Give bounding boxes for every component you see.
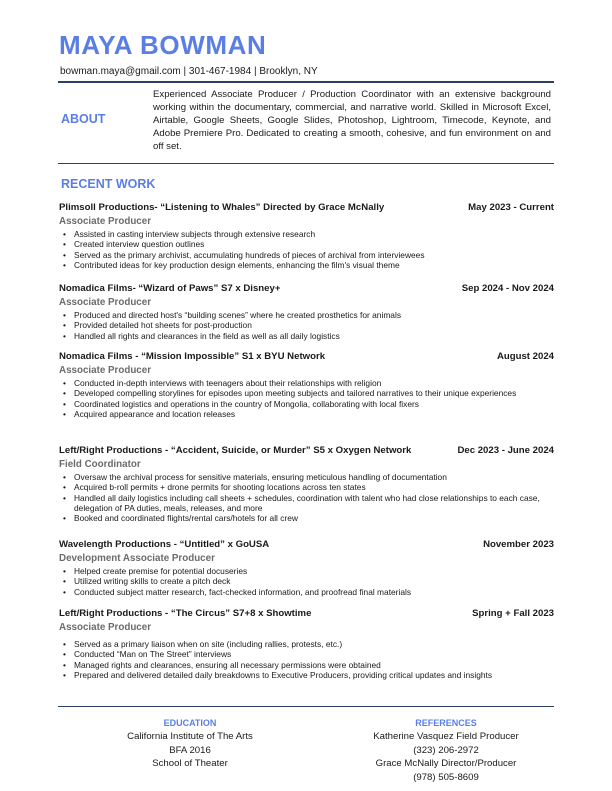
reference-line: (978) 505-8609 <box>413 771 479 783</box>
job-bullet: • Prepared and delivered detailed daily breakdowns to Executive Producers, providing critical updates and insights <box>59 670 554 680</box>
job-bullets <box>59 639 554 680</box>
job-bullet: • Acquired appearance and location releases <box>59 409 554 419</box>
job-bullet: • Provided detailed hot sheets for post-production <box>59 320 554 330</box>
job-entry <box>59 283 554 341</box>
job-title: Left/Right Productions - “The Circus” S7+8 x Showtime <box>59 608 312 619</box>
job-bullet: • Helped create premise for potential docuseries <box>59 566 554 576</box>
reference-line: Katherine Vasquez Field Producer <box>373 731 519 742</box>
footer-divider <box>58 706 554 707</box>
job-bullet: • Oversaw the archival process for sensitive materials, ensuring meticulous handling of documentation <box>59 472 554 482</box>
job-bullet: • Conducted “Man on The Street” interviews <box>59 649 554 659</box>
job-dates: May 2023 - Current <box>468 202 554 213</box>
education-heading: EDUCATION <box>163 718 217 728</box>
about-heading: ABOUT <box>61 112 106 126</box>
job-entry <box>59 608 554 680</box>
job-bullet: • Handled all daily logistics including call sheets + schedules, coordination with talent who had close relationships to each case, delegation of PA duties, meals, releases, and more <box>59 493 554 514</box>
job-title: Left/Right Productions - “Accident, Suicide, or Murder” S5 x Oxygen Network <box>59 445 412 456</box>
job-bullet: • Coordinated logistics and operations in the country of Mongolia, collaborating with local fixers <box>59 399 554 409</box>
job-bullet: • Managed rights and clearances, ensuring all necessary permissions were obtained <box>59 660 554 670</box>
education-line: School of Theater <box>152 758 228 770</box>
job-bullets <box>59 229 554 270</box>
references-section <box>346 717 546 784</box>
job-bullet: • Produced and directed host's “building scenes” where he created prosthetics for animals <box>59 310 554 320</box>
job-dates: Sep 2024 - Nov 2024 <box>461 283 554 294</box>
job-bullet: • Served as the primary archivist, accumulating hundreds of pieces of archival from interviewees <box>59 250 554 260</box>
job-role: Associate Producer <box>59 297 152 308</box>
job-bullets <box>59 472 554 523</box>
candidate-name: MAYA BOWMAN <box>59 30 267 60</box>
job-bullet: • Conducted subject matter research, fact-checked information, and proofread final materials <box>59 587 554 597</box>
education-section <box>90 717 290 771</box>
job-title: Plimsoll Productions- “Listening to Whales” Directed by Grace McNally <box>59 202 385 213</box>
job-bullet: • Conducted in-depth interviews with teenagers about their relationships with religion <box>59 378 554 388</box>
job-dates: Spring + Fall 2023 <box>472 608 554 619</box>
job-bullet: • Assisted in casting interview subjects through extensive research <box>59 229 554 239</box>
job-role: Development Associate Producer <box>59 553 215 564</box>
job-entry <box>59 351 554 419</box>
recent-work-heading: RECENT WORK <box>61 177 156 191</box>
reference-line: Grace McNally Director/Producer <box>375 758 517 770</box>
job-bullet: • Contributed ideas for key production design elements, enhancing the film's visual theme <box>59 260 554 270</box>
job-entry <box>59 445 554 523</box>
job-role: Associate Producer <box>59 216 152 227</box>
job-bullet: • Booked and coordinated flights/rental cars/hotels for all crew <box>59 513 554 523</box>
about-divider <box>58 163 554 164</box>
job-dates: November 2023 <box>483 539 554 550</box>
job-bullets <box>59 310 554 341</box>
job-bullet: • Created interview question outlines <box>59 239 554 249</box>
job-entry <box>59 202 554 270</box>
job-entry <box>59 539 554 597</box>
job-bullets <box>59 378 554 419</box>
job-bullet: • Served as a primary liaison when on site (including rallies, protests, etc.) <box>59 639 554 649</box>
header-divider <box>58 81 554 83</box>
education-line: BFA 2016 <box>169 744 211 756</box>
job-bullets <box>59 566 554 597</box>
job-dates: Dec 2023 - June 2024 <box>457 445 554 456</box>
job-bullet: • Utilized writing skills to create a pitch deck <box>59 576 554 586</box>
references-heading: REFERENCES <box>415 718 477 728</box>
job-bullet: • Acquired b-roll permits + drone permits for shooting locations across ten states <box>59 482 554 492</box>
job-bullet: • Developed compelling storylines for episodes upon meeting subjects and tailored narratives to their unique experiences <box>59 388 554 398</box>
job-title: Nomadica Films - “Mission Impossible” S1 x BYU Network <box>59 351 326 362</box>
contact-info: bowman.maya@gmail.com | 301-467-1984 | Brooklyn, NY <box>60 66 318 77</box>
reference-line: (323) 206-2972 <box>413 744 479 756</box>
job-title: Wavelength Productions - “Untitled” x GoUSA <box>59 539 270 550</box>
job-dates: August 2024 <box>496 351 554 362</box>
education-line: California Institute of The Arts <box>127 731 253 742</box>
job-role: Associate Producer <box>59 622 152 633</box>
job-bullet: • Handled all rights and clearances in the field as well as all daily logistics <box>59 331 554 341</box>
about-text: Experienced Associate Producer / Production Coordinator with an extensive background working within the documentary, commercial, and narrative world. Skilled in Microsoft Excel, Airtable, Google Sheets, Google Slides, Photoshop, Lightroom, Timecode, Keynote, and Adobe Premiere Pro. Dedicated to creating a smooth, cohesive, and fun environment on and off set. <box>153 89 551 152</box>
job-role: Associate Producer <box>59 365 152 376</box>
job-role: Field Coordinator <box>59 459 141 470</box>
job-title: Nomadica Films- “Wizard of Paws” S7 x Disney+ <box>59 283 281 294</box>
